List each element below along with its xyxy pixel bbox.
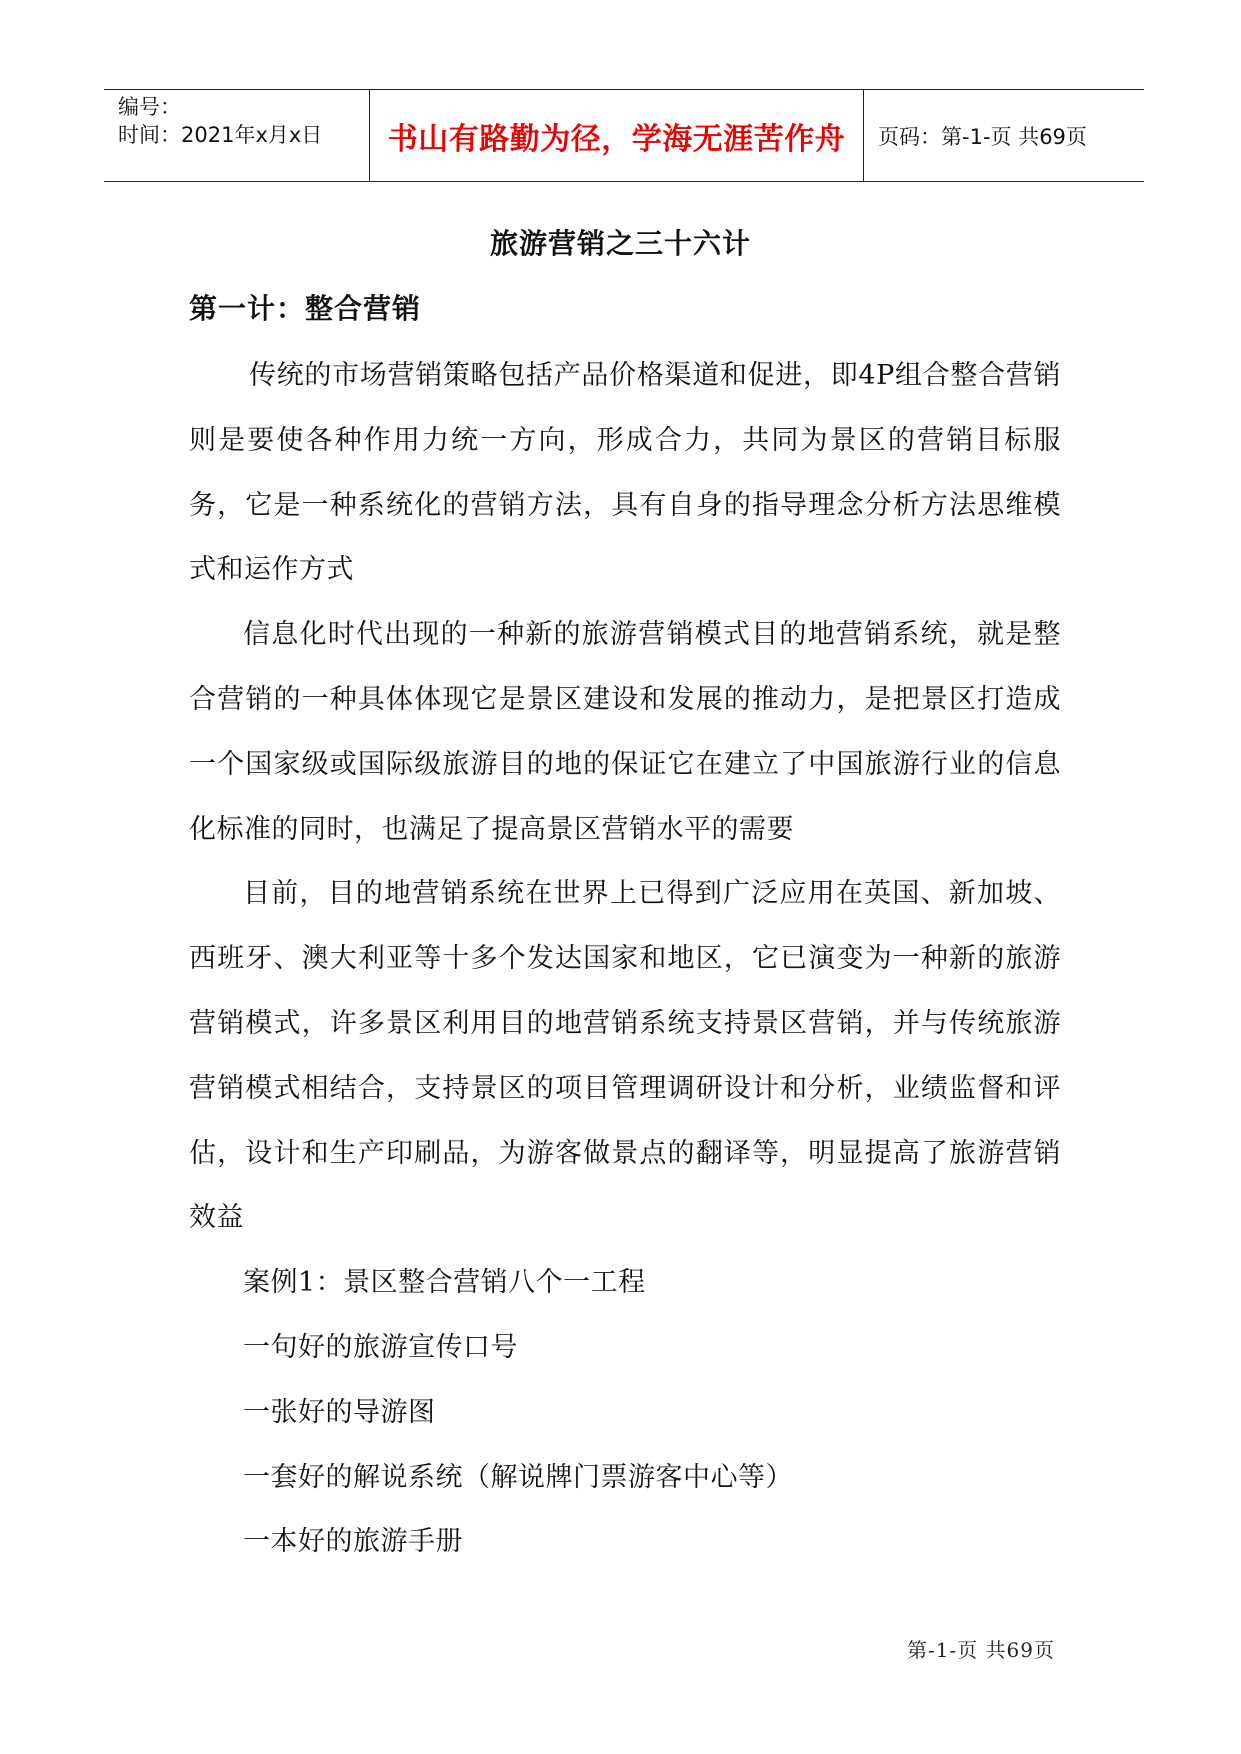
page-header	[104, 89, 1144, 182]
body-paragraph: 信息化时代出现的一种新的旅游营销模式目的地营销系统，就是整合营销的一种具体体现它是景区建设和发展的推动力，是把景区打造成一个国家级或国际级旅游目的地的保证它在建立了中国旅游行业的信息化标准的同时，也满足了提高景区营销水平的需要	[189, 619, 1061, 845]
header-meta-cell	[104, 90, 370, 181]
serial-number-label: 编号：	[118, 95, 181, 119]
case-list-item: 一本好的旅游手册	[243, 1526, 463, 1558]
document-title: 旅游营销之三十六计	[489, 227, 751, 260]
document-body	[189, 344, 1061, 1575]
case-list-item: 一句好的旅游宣传口号	[243, 1331, 518, 1363]
case-title: 案例1：景区整合营销八个一工程	[243, 1267, 646, 1299]
case-list-item: 一张好的导游图	[243, 1396, 436, 1428]
body-paragraph: 传统的市场营销策略包括产品价格渠道和促进，即4P组合整合营销则是要使各种作用力统一方向，形成合力，共同为景区的营销目标服务，它是一种系统化的营销方法，具有自身的指导理念分析方法思维模式和运作方式	[189, 360, 1061, 586]
date-label: 时间：2021年x月x日	[118, 123, 323, 147]
body-paragraph: 目前，目的地营销系统在世界上已得到广泛应用在英国、新加坡、西班牙、澳大利亚等十多个发达国家和地区，它已演变为一种新的旅游营销模式，许多景区利用目的地营销系统支持景区营销，并与传统旅游营销模式相结合，支持景区的项目管理调研设计和分析，业绩监督和评估，设计和生产印刷品，为游客做景点的翻译等，明显提高了旅游营销效益	[189, 878, 1061, 1234]
case-list-item: 一套好的解说系统（解说牌门票游客中心等）	[243, 1461, 793, 1493]
header-motto-cell	[370, 90, 864, 181]
page-footer-number: 第-1-页 共69页	[906, 1638, 1055, 1662]
section-heading: 第一计：整合营销	[189, 292, 422, 325]
header-motto: 书山有路勤为径，学海无涯苦作舟	[387, 121, 846, 157]
header-page-info: 页码：第-1-页 共69页	[878, 124, 1087, 149]
header-page-cell	[864, 90, 1144, 181]
